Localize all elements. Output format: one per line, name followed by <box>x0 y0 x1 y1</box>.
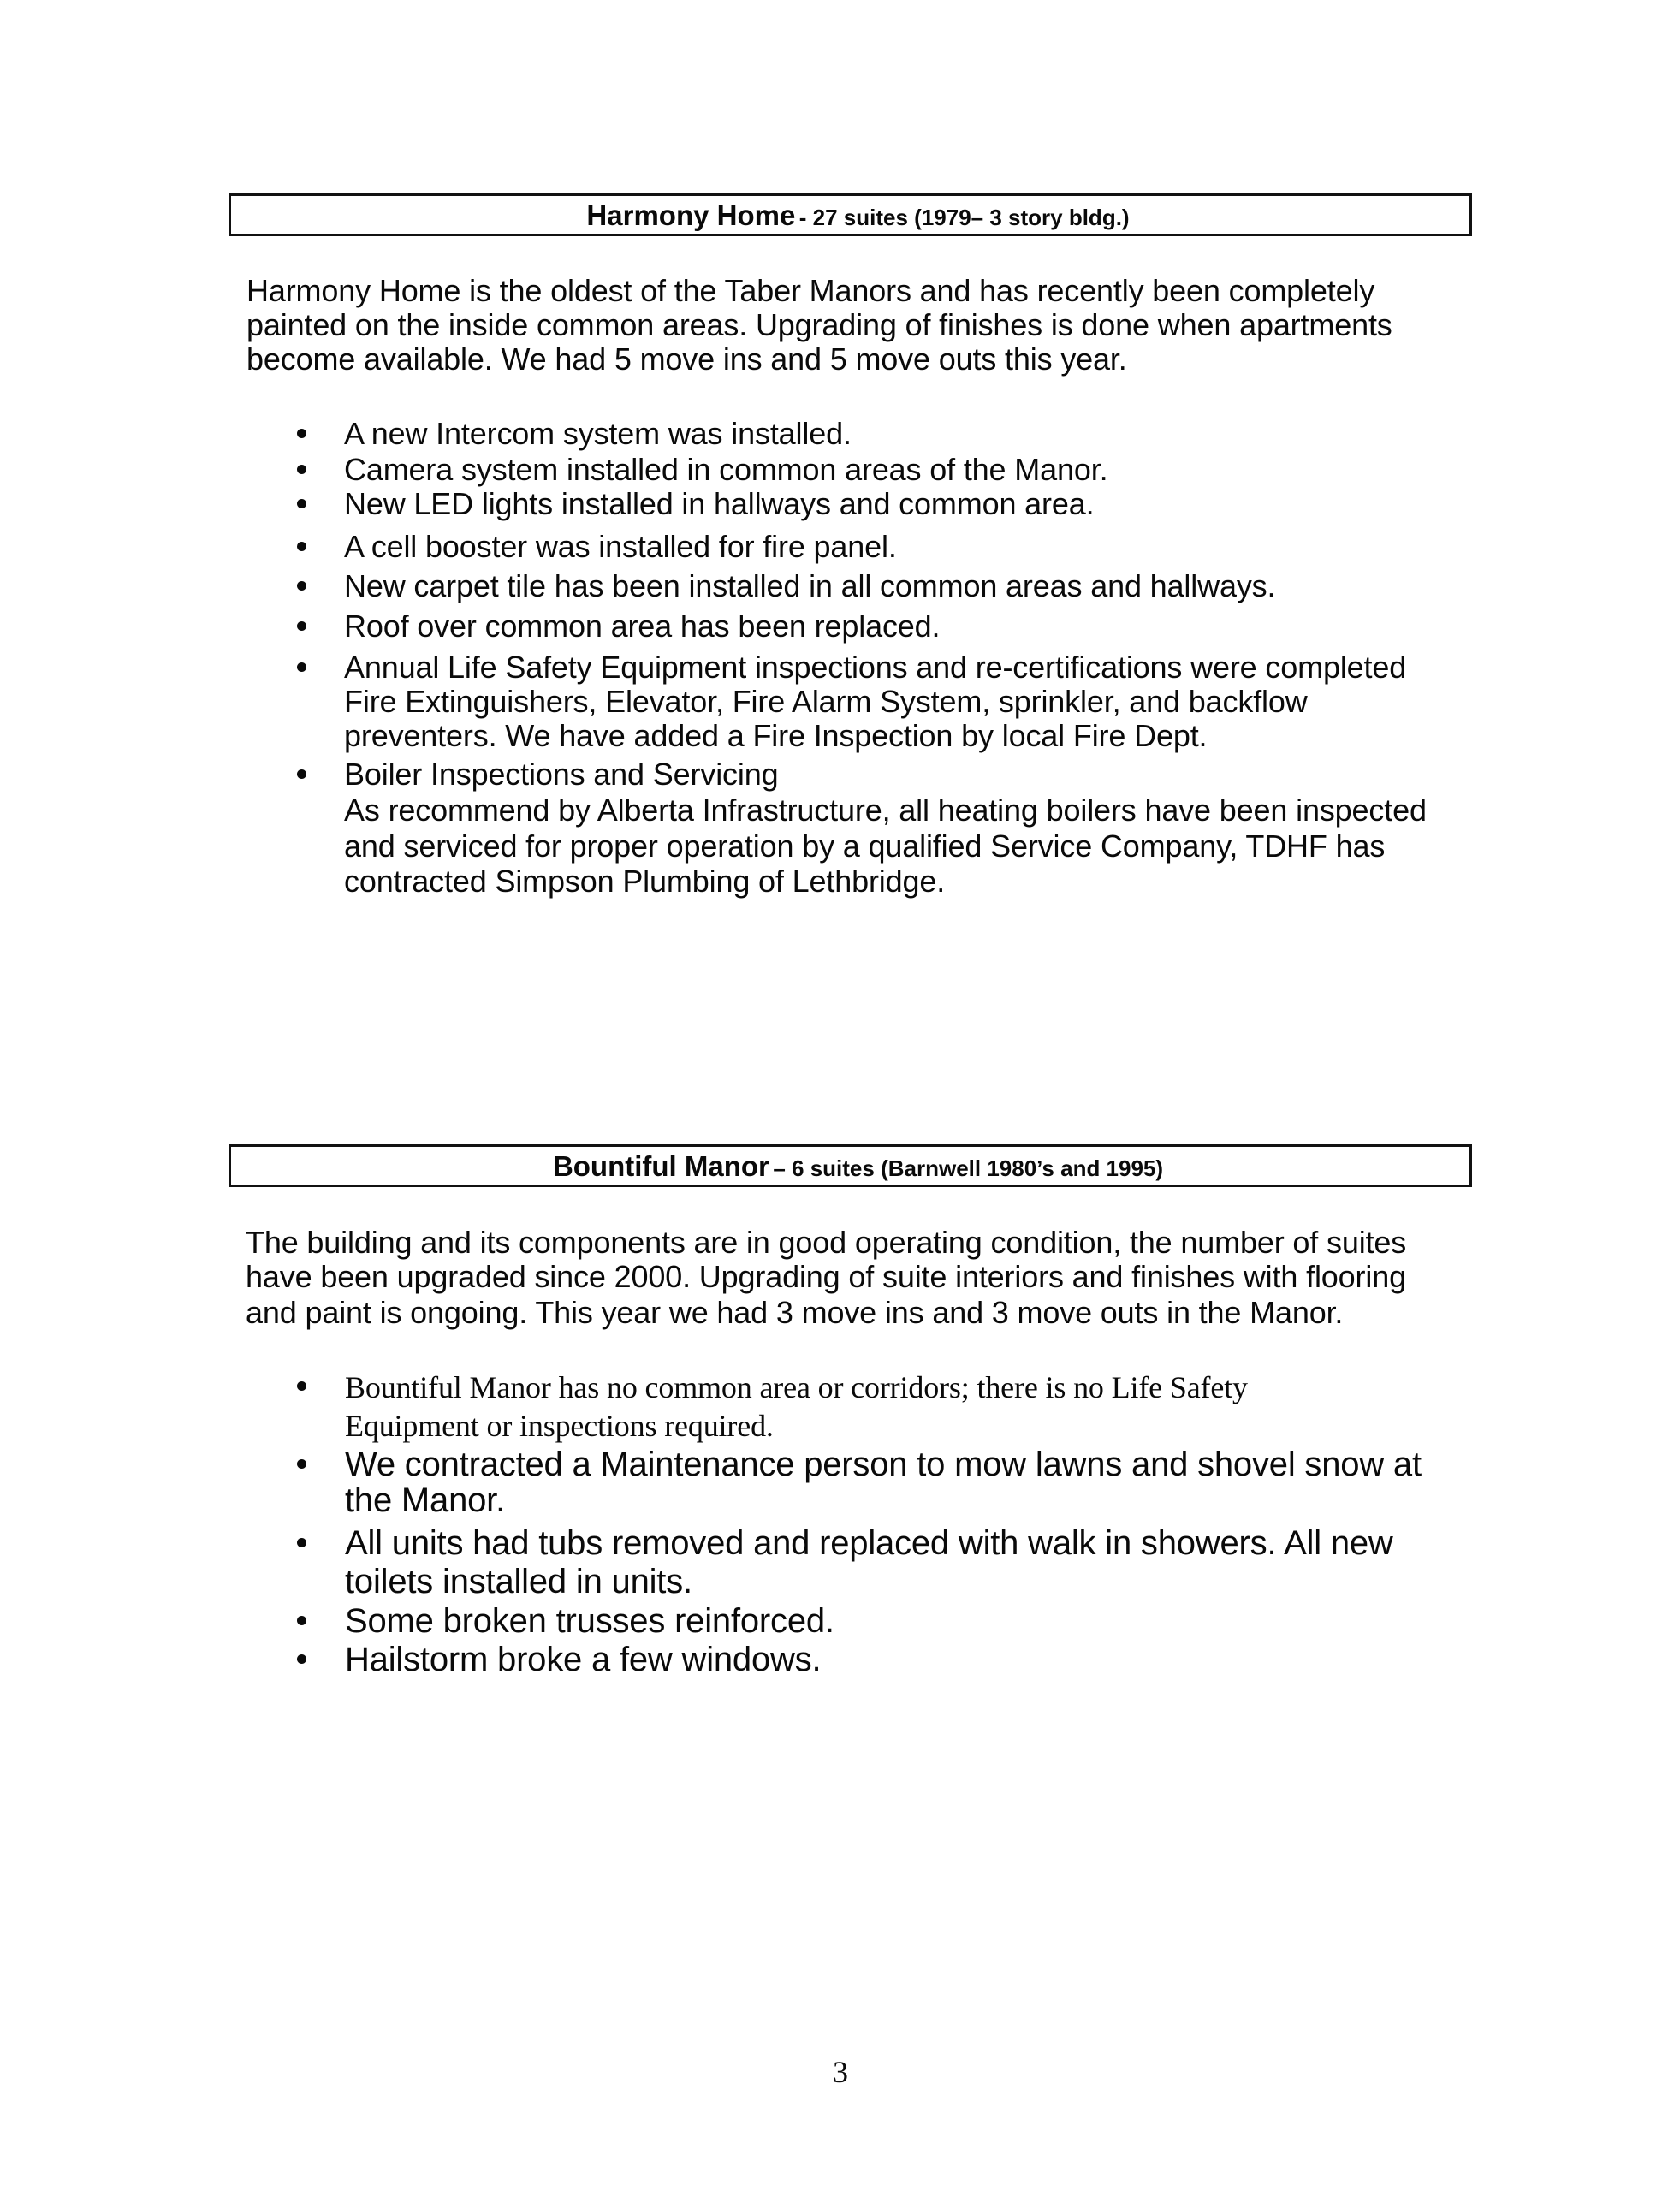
bullet-dot-icon <box>297 1381 306 1391</box>
section-title <box>553 1152 1163 1185</box>
bullet-dot-icon <box>297 662 306 672</box>
section-title-main: Bountiful Manor <box>552 1150 769 1182</box>
list-item-text: All units had tubs removed and replaced with walk in showers. All new <box>345 1524 1393 1562</box>
list-item-text: Some broken trusses reinforced. <box>345 1602 834 1640</box>
list-item-text: A new Intercom system was installed. <box>344 416 852 451</box>
list-item-text: preventers. We have added a Fire Inspection by local Fire Dept. <box>344 718 1208 753</box>
section-title-sub: - 27 suites (1979– 3 story bldg.) <box>798 205 1130 230</box>
list-item-text: Hailstorm broke a few windows. <box>345 1641 822 1678</box>
page-number: 3 <box>833 2055 848 2089</box>
list-item-text: Camera system installed in common areas of the Manor. <box>344 452 1108 487</box>
list-item-text: New LED lights installed in hallways and common area. <box>344 486 1095 521</box>
bullet-dot-icon <box>297 769 306 779</box>
section-header-harmony-home <box>229 193 1472 236</box>
list-item-text: Boiler Inspections and Servicing <box>344 757 779 792</box>
list-item-text: Annual Life Safety Equipment inspections and re-certifications were completed <box>344 650 1407 685</box>
list-item-text: As recommend by Alberta Infrastructure, all heating boilers have been inspected <box>344 793 1427 828</box>
section-title-sub: – 6 suites (Barnwell 1980’s and 1995) <box>773 1155 1164 1181</box>
bullet-dot-icon <box>297 621 306 631</box>
intro-line: have been upgraded since 2000. Upgrading of suite interiors and finishes with flooring <box>246 1259 1406 1294</box>
list-item-text: Equipment or inspections required. <box>345 1409 774 1443</box>
list-item-text: contracted Simpson Plumbing of Lethbridge. <box>344 864 946 899</box>
list-item-text: Roof over common area has been replaced. <box>344 609 941 644</box>
bullet-dot-icon <box>297 465 306 474</box>
intro-line: The building and its components are in good operating condition, the number of suites <box>246 1225 1407 1260</box>
bullet-dot-icon <box>297 429 306 438</box>
bullet-dot-icon <box>297 1538 306 1547</box>
section-title <box>586 201 1129 234</box>
bullet-dot-icon <box>297 542 306 551</box>
list-item-text: toilets installed in units. <box>345 1563 692 1600</box>
list-item-text: the Manor. <box>345 1481 506 1519</box>
list-item-text: New carpet tile has been installed in all common areas and hallways. <box>344 568 1276 603</box>
bullet-dot-icon <box>297 581 306 591</box>
list-item-text: Bountiful Manor has no common area or corridors; there is no Life Safety <box>345 1370 1248 1404</box>
bullet-dot-icon <box>297 1459 306 1469</box>
section-header-bountiful-manor <box>229 1144 1472 1187</box>
intro-line: and paint is ongoing. This year we had 3 move ins and 3 move outs in the Manor. <box>246 1295 1344 1330</box>
bullet-dot-icon <box>297 499 306 508</box>
list-item-text: and serviced for proper operation by a qualified Service Company, TDHF has <box>344 828 1386 864</box>
section-title-main: Harmony Home <box>586 199 796 231</box>
list-item-text: Fire Extinguishers, Elevator, Fire Alarm System, sprinkler, and backflow <box>344 684 1308 719</box>
list-item-text: A cell booster was installed for fire panel. <box>344 529 897 564</box>
list-item-text: We contracted a Maintenance person to mow lawns and shovel snow at <box>345 1446 1422 1483</box>
bullet-dot-icon <box>297 1616 306 1625</box>
intro-line: become available. We had 5 move ins and 5 move outs this year. <box>246 341 1127 377</box>
intro-line: Harmony Home is the oldest of the Taber Manors and has recently been completely <box>246 273 1375 308</box>
bullet-dot-icon <box>297 1654 306 1664</box>
intro-line: painted on the inside common areas. Upgrading of finishes is done when apartments <box>246 307 1392 342</box>
